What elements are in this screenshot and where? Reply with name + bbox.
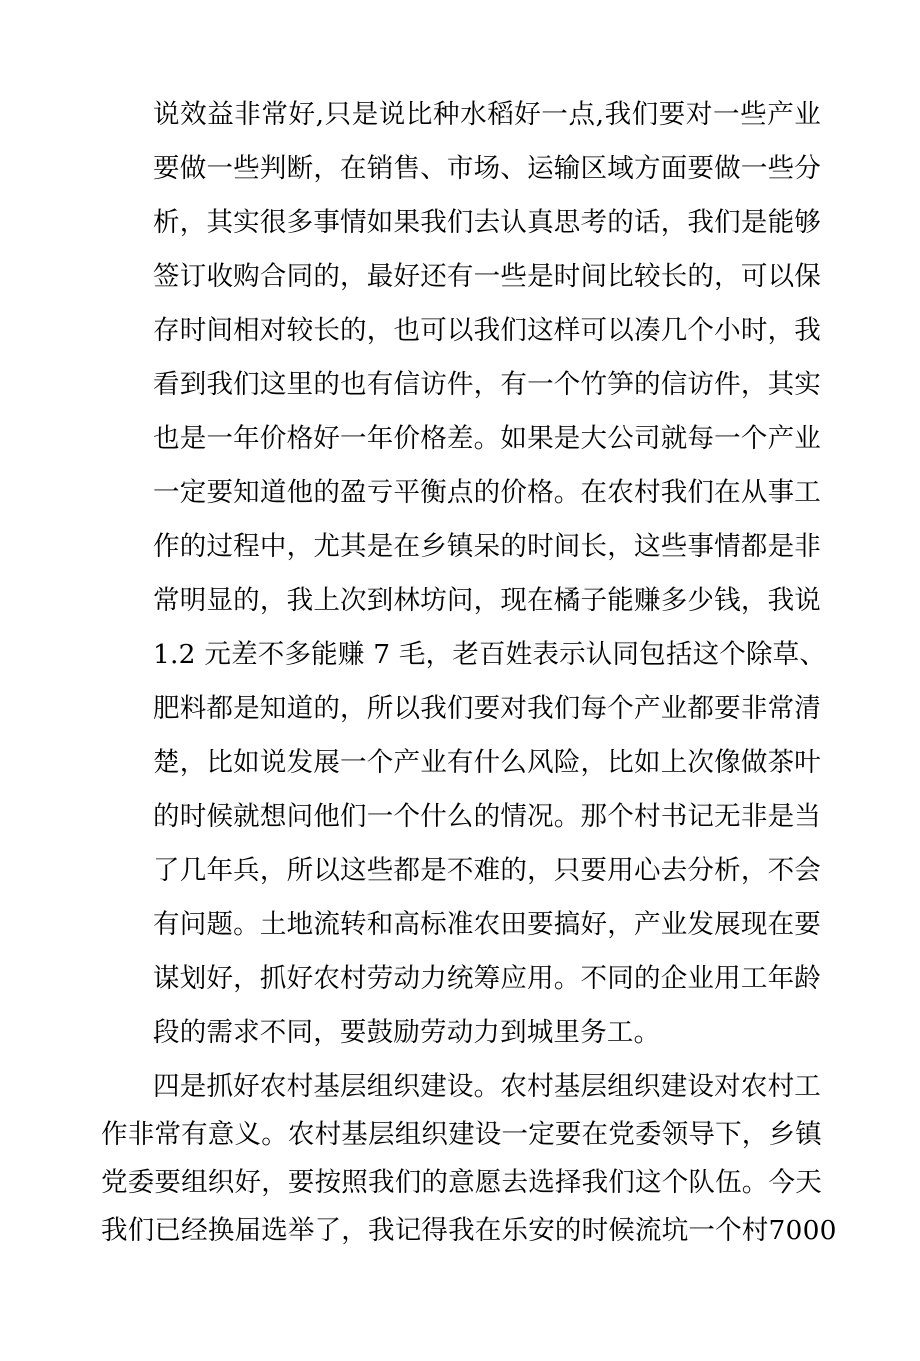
text-line: 要做一些判断，在销售、市场、运输区域方面要做一些分 bbox=[153, 153, 821, 184]
text-line: 段的需求不同，要鼓励劳动力到城里务工。 bbox=[153, 1017, 661, 1048]
text-line: 党委要组织好，要按照我们的意愿去选择我们这个队伍。今天 bbox=[101, 1167, 822, 1198]
text-line: 析，其实很多事情如果我们去认真思考的话，我们是能够 bbox=[153, 207, 821, 238]
text-line: 四是抓好农村基层组织建设。农村基层组织建设对农村工 bbox=[153, 1071, 821, 1102]
text-line: 有问题。土地流转和高标准农田要搞好，产业发展现在要 bbox=[153, 909, 821, 940]
text-line: 了几年兵，所以这些都是不难的，只要用心去分析，不会 bbox=[153, 855, 821, 886]
text-line: 说效益非常好,只是说比种水稻好一点,我们要对一些产业 bbox=[153, 99, 821, 130]
text-line: 谋划好，抓好农村劳动力统筹应用。不同的企业用工年龄 bbox=[153, 963, 821, 994]
text-line: 的时候就想问他们一个什么的情况。那个村书记无非是当 bbox=[153, 801, 821, 832]
text-line: 存时间相对较长的，也可以我们这样可以凑几个小时，我 bbox=[153, 315, 821, 346]
text-line: 肥料都是知道的，所以我们要对我们每个产业都要非常清 bbox=[153, 693, 821, 724]
text-line: 1.2 元差不多能赚 7 毛，老百姓表示认同包括这个除草、 bbox=[153, 639, 827, 670]
text-line: 我们已经换届选举了，我记得我在乐安的时候流坑一个村7000 bbox=[101, 1215, 837, 1246]
text-line: 常明显的，我上次到林坊问，现在橘子能赚多少钱，我说 bbox=[153, 585, 821, 616]
text-line: 楚，比如说发展一个产业有什么风险，比如上次像做茶叶 bbox=[153, 747, 821, 778]
text-line: 签订收购合同的，最好还有一些是时间比较长的，可以保 bbox=[153, 261, 821, 292]
text-line: 作非常有意义。农村基层组织建设一定要在党委领导下，乡镇 bbox=[101, 1119, 822, 1150]
text-line: 一定要知道他的盈亏平衡点的价格。在农村我们在从事工 bbox=[153, 477, 821, 508]
text-line: 看到我们这里的也有信访件，有一个竹笋的信访件，其实 bbox=[153, 369, 821, 400]
text-line: 也是一年价格好一年价格差。如果是大公司就每一个产业 bbox=[153, 423, 821, 454]
text-line: 作的过程中，尤其是在乡镇呆的时间长，这些事情都是非 bbox=[153, 531, 821, 562]
